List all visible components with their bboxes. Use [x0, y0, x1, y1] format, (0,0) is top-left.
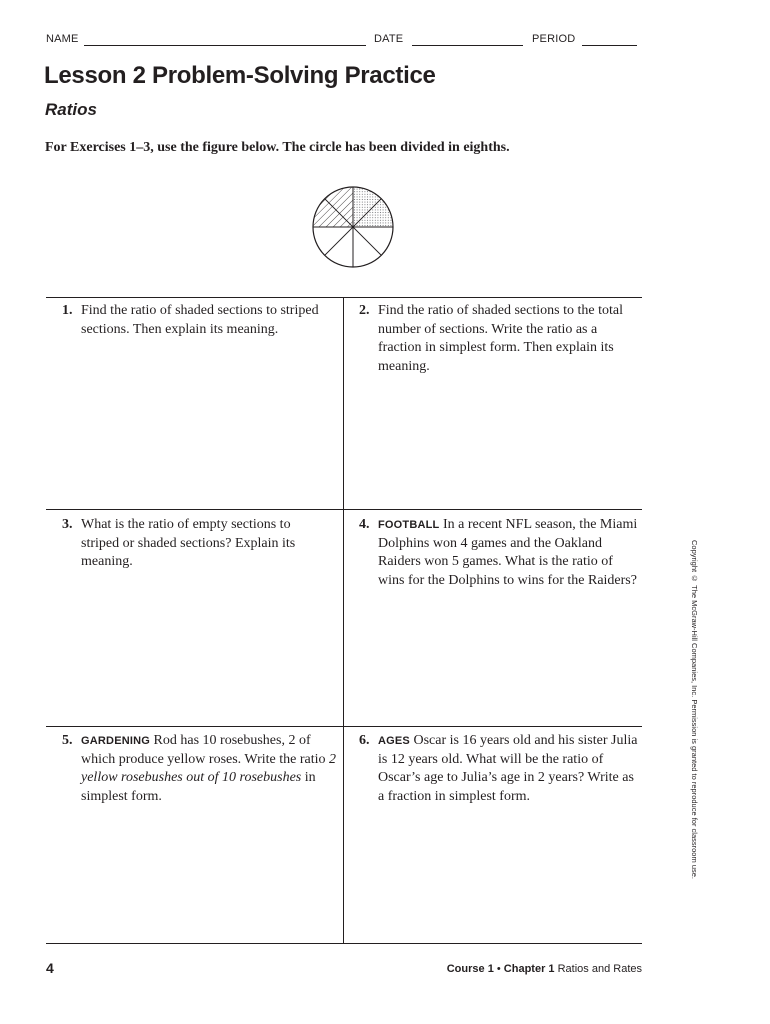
exercise-number: 6.: [359, 733, 370, 748]
header-row: [46, 33, 646, 49]
exercise-number: 5.: [62, 733, 73, 748]
footer-course-info: [447, 963, 642, 975]
footer-course: Course 1: [446, 963, 494, 975]
footer-bullet: •: [496, 963, 501, 975]
grid-divider-vertical: [343, 298, 344, 943]
period-label: PERIOD: [532, 33, 576, 45]
exercise-number: 3.: [62, 517, 73, 532]
exercise-keyword: AGES: [378, 735, 410, 747]
footer-chapter: Chapter 1: [503, 963, 555, 975]
grid-divider-horizontal: [46, 509, 642, 510]
date-line[interactable]: [412, 45, 523, 46]
exercise-keyword: FOOTBALL: [378, 519, 440, 531]
exercise-italic-text: 2 yellow rosebushes out of 10 rosebushes: [81, 751, 336, 785]
exercise-number: 2.: [359, 303, 370, 318]
page-subtitle: Ratios: [45, 100, 97, 119]
grid-divider-horizontal: [46, 726, 642, 727]
exercise-text: Find the ratio of shaded sections to striped sections. Then explain its meaning.: [81, 303, 319, 337]
exercise-4[interactable]: [359, 516, 639, 590]
instructions: For Exercises 1–3, use the figure below. The circle has been divided in eighths.: [45, 140, 510, 155]
exercise-text: Rod has 10 rosebushes, 2 of which produce yellow roses. Write the ratio: [81, 733, 326, 767]
exercise-grid: [46, 297, 642, 944]
exercise-text: in simplest form.: [81, 770, 316, 804]
circle-figure: [309, 180, 397, 274]
exercise-text: In a recent NFL season, the Miami Dolphins won 4 games and the Oakland Raiders won 5 games. What is the ratio of wins for the Dolphins to wins for the Raiders?: [378, 517, 638, 588]
exercise-keyword: GARDENING: [81, 735, 151, 747]
exercise-3[interactable]: [62, 516, 330, 572]
exercise-text: Oscar is 16 years old and his sister Julia is 12 years old. What will be the ratio of Oscar’s age to Julia’s age in 2 years? Write as a fraction in simplest form.: [378, 733, 638, 804]
exercise-text: What is the ratio of empty sections to striped or shaded sections? Explain its meaning.: [81, 517, 296, 569]
name-line[interactable]: [84, 45, 366, 46]
exercise-text: Find the ratio of shaded sections to the total number of sections. Write the ratio as a fraction in simplest form. Then explain its meaning.: [378, 303, 623, 374]
copyright-notice: Copyright © The McGraw-Hill Companies, Inc. Permission is granted to reproduce for classroom use.: [690, 540, 699, 879]
exercise-1[interactable]: [62, 302, 330, 339]
exercise-number: 4.: [359, 517, 370, 532]
page-number: 4: [46, 960, 54, 976]
page-title: Lesson 2 Problem-Solving Practice: [44, 62, 436, 89]
exercise-5[interactable]: [62, 732, 338, 806]
exercise-2[interactable]: [359, 302, 639, 376]
exercise-6[interactable]: [359, 732, 639, 806]
period-line[interactable]: [582, 45, 637, 46]
footer-chapter-title: Ratios and Rates: [557, 963, 642, 975]
exercise-number: 1.: [62, 303, 73, 318]
date-label: DATE: [374, 33, 404, 45]
name-label: NAME: [46, 33, 79, 45]
